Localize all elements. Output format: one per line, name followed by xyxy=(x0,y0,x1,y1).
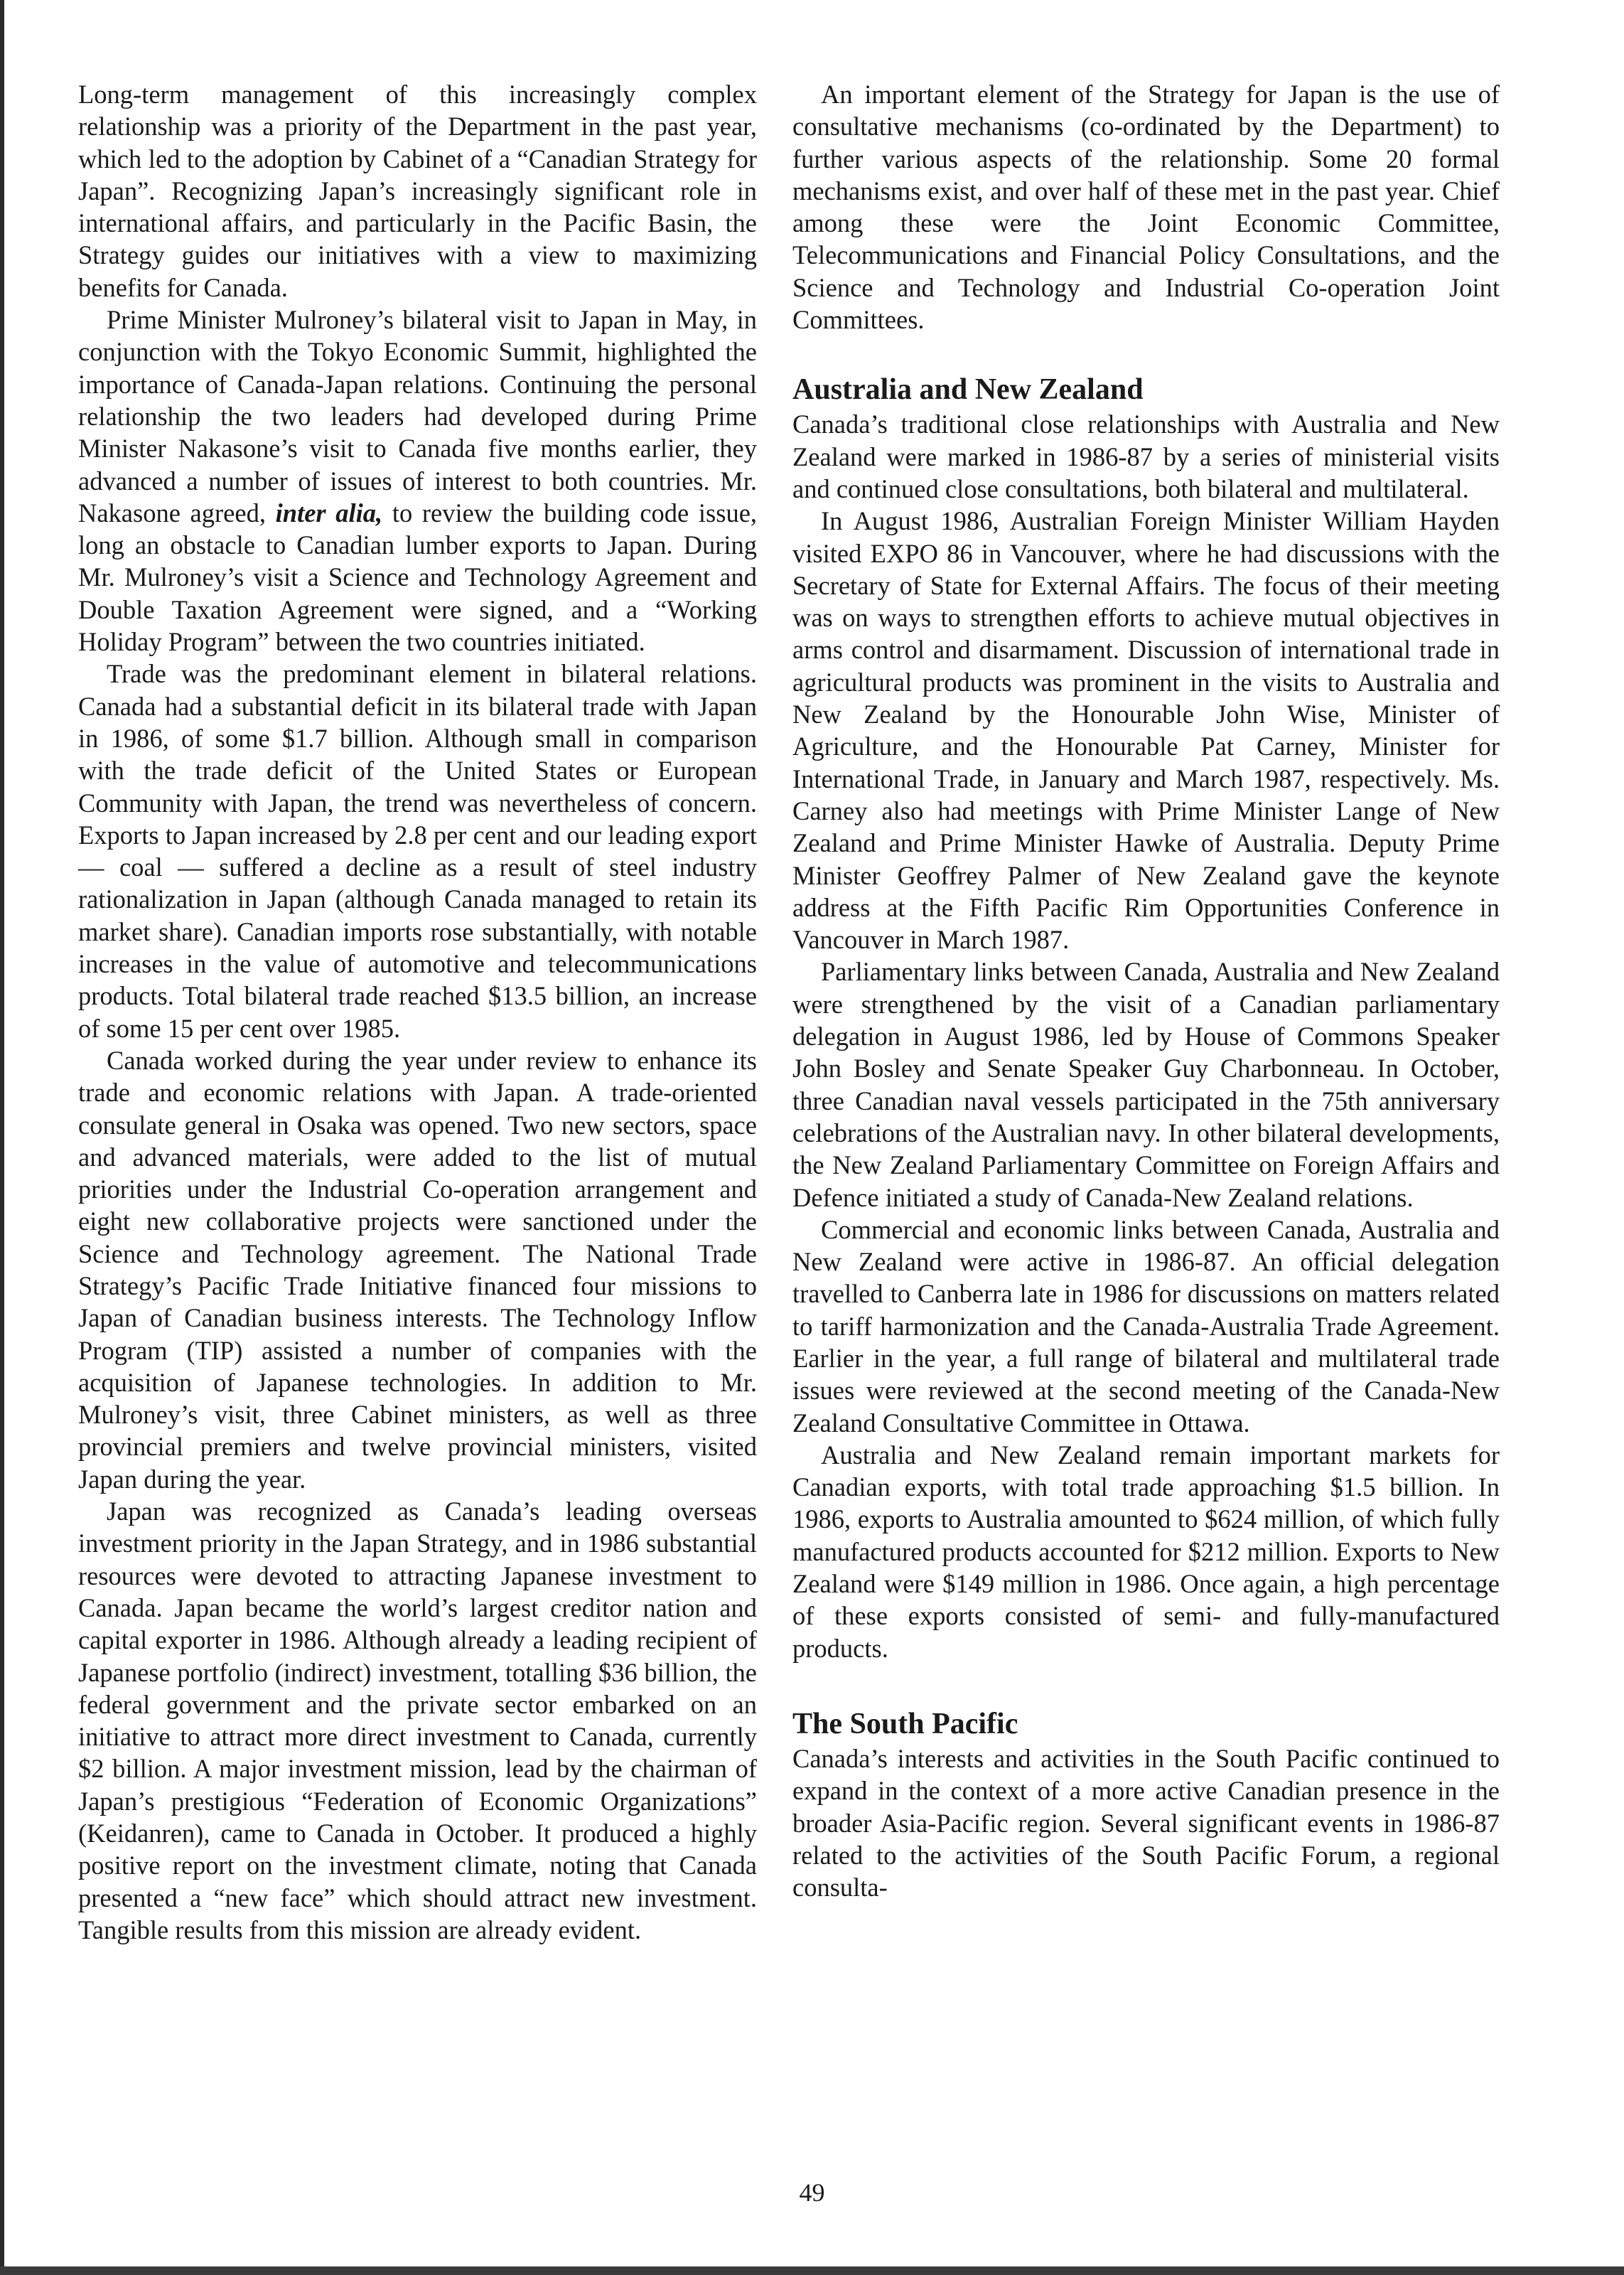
paragraph-commercial-links: Commercial and economic links between Canada, Australia and New Zealand were active in 1986-87. An official delegation travelled to Canberra late in 1986 for discussions on matters related to tariff harmonization and the Canada-Australia Trade Agreement. Earlier in the year, a full range of bilateral and multilateral trade issues were reviewed at the second meeting of the Canada-New Zealand Consultative Committee in Ottawa. xyxy=(792,1214,1500,1438)
paragraph-investment: Japan was recognized as Canada’s leading overseas investment priority in the Japan Strategy, and in 1986 substantial resources were devoted to attracting Japanese investment to Canada. Japan became the world’s largest creditor nation and capital exporter in 1986. Although already a leading recipient of Japanese portfolio (indirect) investment, totalling $36 billion, the federal government and the private sector embarked on an initiative to attract more direct investment to Canada, currently $2 billion. A major investment mission, lead by the chairman of Japan’s prestigious “Federation of Economic Organizations” (Keidanren), came to Canada in October. It produced a highly positive report on the investment climate, noting that Canada presented a “new face” which should attract new investment. Tangible results from this mission are already evident. xyxy=(78,1497,757,1944)
page-number: 49 xyxy=(799,2178,825,2207)
paragraph-consultative-mechanisms: An important element of the Strategy for Japan is the use of consultative mechanisms (co-ordinated by the Department) to further various aspects of the relationship. Some 20 formal mechanisms exist, and over half of these met in the past year. Chief among these were the Joint Economic Committee, Telecommunications and Financial Policy Consultations, and the Science and Technology and Industrial Co-operation Joint Committees. xyxy=(792,80,1500,335)
latin-phrase: inter alia, xyxy=(275,498,383,528)
paragraph-economic-relations: Canada worked during the year under review to enhance its trade and economic relations with Japan. A trade-oriented consulate general in Osaka was opened. Two new sectors, space and advanced materials, were added to the list of mutual priorities under the Industrial Co-operation arrangement and eight new collaborative projects were sanctioned under the Science and Technology agreement. The National Trade Strategy’s Pacific Trade Initiative financed four missions to Japan of Canadian business interests. The Technology Inflow Program (TIP) assisted a number of companies with the acquisition of Japanese technologies. In addition to Mr. Mulroney’s visit, three Cabinet ministers, as well as three provincial premiers and twelve provincial ministers, visited Japan during the year. xyxy=(78,1045,757,1494)
scan-edge-bottom xyxy=(0,2266,1624,2275)
right-column xyxy=(792,78,1500,1903)
section-heading-australia-new-zealand: Australia and New Zealand xyxy=(792,373,1144,407)
paragraph-export-markets: Australia and New Zealand remain important markets for Canadian exports, with total trade approaching $1.5 billion. In 1986, exports to Australia amounted to $624 million, of which fully manufactured products accounted for $212 million. Exports to New Zealand were $149 million in 1986. Once again, a high percentage of these exports consisted of semi- and fully-manufactured products. xyxy=(792,1440,1500,1663)
paragraph-trade: Trade was the predominant element in bilateral relations. Canada had a substantial deficit in its bilateral trade with Japan in 1986, of some $1.7 billion. Although small in comparison with the trade deficit of the United States or European Community with Japan, the trend was nevertheless of concern. Exports to Japan increased by 2.8 per cent and our leading export — coal — suffered a decline as a result of steel industry rationalization in Japan (although Canada managed to retain its market share). Canadian imports rose substantially, with notable increases in the value of automotive and telecommunications products. Total bilateral trade reached $13.5 billion, an increase of some 15 per cent over 1985. xyxy=(78,659,757,1043)
paragraph-text: Prime Minister Mulroney’s bilateral visit to Japan in May, in conjunction with the Tokyo Economic Summit, highlighted the importance of Canada-Japan relations. Continuing the personal relationship the two leaders had developed during Prime Minister Nakasone’s visit to Canada five months earlier, they advanced a number of issues of interest to both countries. Mr. Nakasone agreed, xyxy=(78,305,757,528)
scan-edge-left xyxy=(0,0,4,2275)
paragraph-south-pacific: Canada’s interests and activities in the South Pacific continued to expand in the context of a more active Canadian presence in the broader Asia-Pacific region. Several significant events in 1986-87 related to the activities of the South Pacific Forum, a regional consulta- xyxy=(792,1743,1500,1902)
paragraph-japan-strategy: Long-term management of this increasingly complex relationship was a priority of the Department in the past year, which led to the adoption by Cabinet of a “Canadian Strategy for Japan”. Recognizing Japan’s increasingly significant role in international affairs, and particularly in the Pacific Basin, the Strategy guides our initiatives with a view to maximizing benefits for Canada. xyxy=(78,80,757,302)
paragraph-parliamentary-links: Parliamentary links between Canada, Australia and New Zealand were strengthened by the visit of a Canadian parliamentary delegation in August 1986, led by House of Commons Speaker John Bosley and Senate Speaker Guy Charbonneau. In October, three Canadian naval vessels participated in the 75th anniversary celebrations of the Australian navy. In other bilateral developments, the New Zealand Parliamentary Committee on Foreign Affairs and Defence initiated a study of Canada-New Zealand relations. xyxy=(792,957,1500,1212)
paragraph-hayden-visit: In August 1986, Australian Foreign Minister William Hayden visited EXPO 86 in Vancouver, where he had discussions with the Secretary of State for External Affairs. The focus of their meeting was on ways to strengthen efforts to achieve mutual objectives in arms control and disarmament. Discussion of international trade in agricultural products was prominent in the visits to Australia and New Zealand by the Honourable John Wise, Minister of Agriculture, and the Honourable Pat Carney, Minister for International Trade, in January and March 1987, respectively. Ms. Carney also had meetings with Prime Minister Lange of New Zealand and Prime Minister Hawke of Australia. Deputy Prime Minister Geoffrey Palmer of New Zealand gave the keynote address at the Fifth Pacific Rim Opportunities Conference in Vancouver in March 1987. xyxy=(792,506,1500,955)
paragraph-text: to review the building code issue, long an obstacle to Canadian lumber exports to Japan. During Mr. Mulroney’s visit a Science and Technology Agreement and Double Taxation Agreement were signed, and a “Working Holiday Program” between the two countries initiated. xyxy=(78,498,758,657)
left-column xyxy=(78,78,757,1946)
paragraph-mulroney-visit xyxy=(78,304,757,658)
paragraph-australia-intro: Canada’s traditional close relationships with Australia and New Zealand were marked in 1986-87 by a series of ministerial visits and continued close consultations, both bilateral and multilateral. xyxy=(792,410,1500,503)
section-heading-south-pacific: The South Pacific xyxy=(792,1707,1018,1740)
